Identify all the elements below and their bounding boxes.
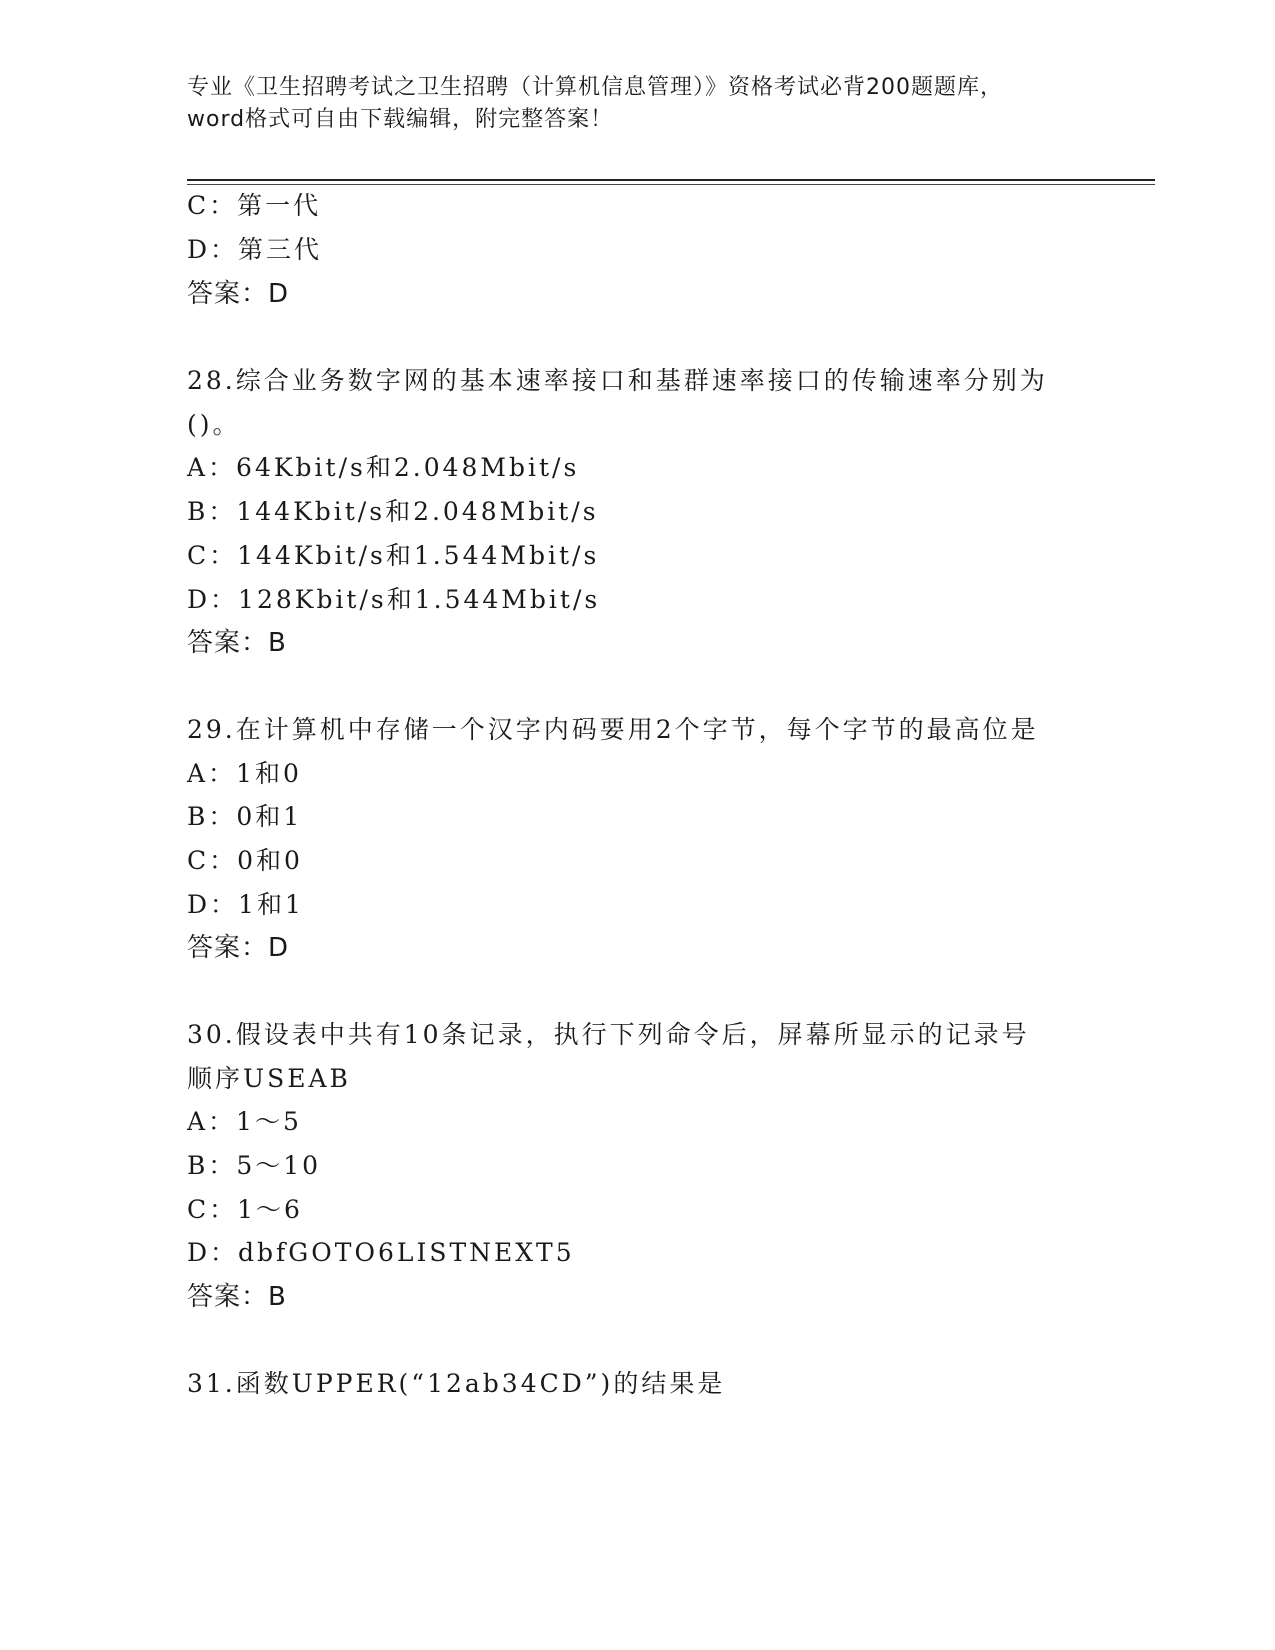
q30-option-d: D：dbfGOTO6LISTNEXT5 [187, 1238, 575, 1267]
q30-option-a: A：1～5 [187, 1107, 302, 1136]
q28-stem-line1: 28.综合业务数字网的基本速率接口和基群速率接口的传输速率分别为 [187, 366, 1048, 395]
q30-option-b: B：5～10 [187, 1151, 322, 1180]
q28-option-c: C：144Kbit/s和1.544Mbit/s [187, 541, 600, 570]
header-divider-thick [187, 179, 1155, 181]
q29-option-a: A：1和0 [187, 759, 302, 788]
q29-option-c: C：0和0 [187, 846, 303, 875]
q28-option-a: A：64Kbit/s和2.048Mbit/s [187, 453, 580, 482]
q27-option-d: D：第三代 [187, 235, 323, 264]
q28-option-b: B：144Kbit/s和2.048Mbit/s [187, 497, 599, 526]
q30-stem-line2: 顺序USEAB [187, 1064, 351, 1093]
q30-stem-line1: 30.假设表中共有10条记录，执行下列命令后，屏幕所显示的记录号 [187, 1020, 1030, 1049]
q29-option-d: D：1和1 [187, 890, 304, 919]
q29-stem-line1: 29.在计算机中存储一个汉字内码要用2个字节，每个字节的最高位是 [187, 715, 1039, 744]
q30-option-c: C：1～6 [187, 1195, 303, 1224]
q29-answer: 答案：D [187, 933, 290, 963]
q31-stem-line1: 31.函数UPPER(“12ab34CD”)的结果是 [187, 1369, 726, 1398]
q28-option-d: D：128Kbit/s和1.544Mbit/s [187, 585, 601, 614]
q27-answer: 答案：D [187, 279, 290, 309]
q28-answer: 答案：B [187, 628, 287, 658]
q30-answer: 答案：B [187, 1282, 287, 1312]
q27-option-c: C：第一代 [187, 191, 322, 220]
header-title-line2: word格式可自由下载编辑，附完整答案！ [187, 107, 614, 132]
page-header [187, 72, 1087, 136]
header-title-line1: 专业《卫生招聘考试之卫生招聘（计算机信息管理）》资格考试必背200题题库， [187, 75, 1003, 100]
q28-stem-line2: ()。 [187, 410, 241, 439]
header-divider-thin [187, 184, 1155, 185]
q29-option-b: B：0和1 [187, 802, 303, 831]
